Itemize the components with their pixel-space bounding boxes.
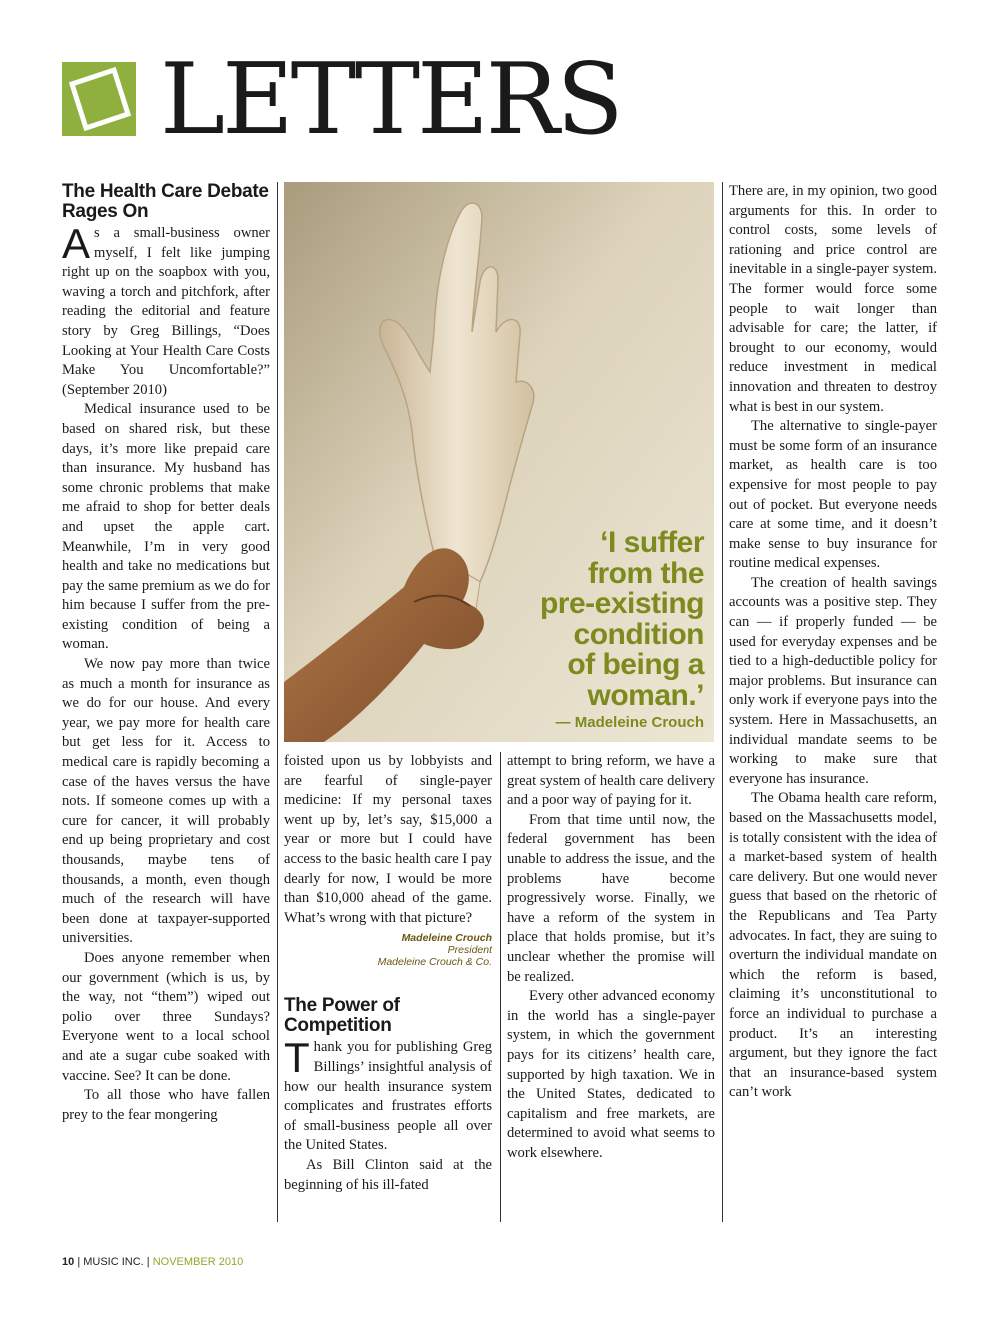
magazine-name: MUSIC INC. (83, 1256, 144, 1268)
column-1 (62, 182, 270, 1125)
column-divider (500, 752, 501, 1222)
issue-date: NOVEMBER 2010 (152, 1256, 244, 1268)
column-divider (722, 182, 723, 1222)
pull-quote: ‘I suffer from the pre-existing condition of being a woman.’ (539, 526, 704, 712)
letter-2-paragraph-6: There are, in my opinion, two good arguments for this. In order to control costs, some levels of rationing and price control are inevitable in a single-payer system. The former would force some people to wait longer than advisable for care; the latter, if brought to our economy, would reduce investment in medical innovation and threaten to destroy what is best in our system. (729, 183, 937, 415)
letter-1-paragraph-1: As a small-business owner myself, I felt like jumping right up on the soapbox with you, waving a torch and pitchfork, after reading the editorial and feature story by Greg Billings, “Does Looking at Your Health Care Costs Make You Uncomfortable?” (September 2010) (62, 220, 270, 398)
letter-1-paragraph-4: Does anyone remember when our government (which is us, by the way, not “them”) wiped out polio over three Sundays? Everyone went to a local school and ate a sugar cube soaked with vaccine. See? It can be done. (62, 949, 270, 1084)
glove-photo (284, 182, 714, 742)
letter-2-paragraph-2: As Bill Clinton said at the beginning of his ill-fated (284, 1156, 492, 1193)
letter-1-paragraph-3: We now pay more than twice as much a month for insurance as we do for our house. And every year, we pay more for health care but get less for it. Access to medical care is rapidly becoming a case of the haves versus the have nots. If someone comes up with a cure for cancer, it will probably end up being proprietary and cost thousands, maybe tens of thousands, a month, even though much of the research will have been done at taxpayer-supported universities. (62, 656, 270, 947)
page-title: LETTERS (160, 43, 621, 157)
letter-2-paragraph-9: The Obama health care reform, based on the Massachusetts model, is totally consistent with the idea of a market-based system of health care delivery. But one would never guess that based on the rhetoric of the Republicans and Tea Party advocates. In fact, they are suing to overturn the individual mandate on which the reform is based, claiming it’s unconstitutional to force an individual to purchase a product. It’s an interesting argument, but they ignore the fact that an insurance-based system can’t work (729, 790, 937, 1101)
letter-1-paragraph-6: foisted upon us by lobbyists and are fearful of single-payer medicine: If my personal taxes went up by, let’s say, $15,000 a year or more but I could have access to the basic health care I pay dearly for now, I would be more than $10,000 ahead of the game. What’s wrong with that picture? (284, 753, 492, 926)
letter-2-paragraph-7: The alternative to single-payer must be some form of an insurance market, as health care is too expensive for most people to pay out of pocket. But everyone needs care at some time, and it doesn’t make sense to buy insurance for routine medical expenses. (729, 418, 937, 572)
drop-cap: A (62, 220, 91, 267)
column-divider (277, 182, 278, 1222)
signature-company: Madeleine Crouch & Co. (377, 956, 492, 969)
column-2 (284, 752, 492, 1195)
letter-2-paragraph-4: From that time until now, the federal government has been unable to address the issue, and the problems have become progressively worse. Finally, we have a reform of the system in place that holds promise, but it’s unclear whether the promise will be realized. (507, 811, 715, 985)
letter-2-paragraph-5: Every other advanced economy in the world has a single-payer system, in which the government pays for its citizens’ health care, supported by high taxation. We in the United States, dedicated to capitalism and free markets, are determined to avoid what seems to work elsewhere. (507, 988, 715, 1161)
pull-quote-attribution: — Madeleine Crouch (555, 714, 704, 731)
letter-1-headline: The Health Care Debate Rages On (62, 181, 269, 222)
page-number: 10 (62, 1256, 75, 1268)
footer-separator: | (77, 1256, 81, 1268)
signature-name: Madeleine Crouch (401, 932, 492, 945)
letter-2-paragraph-1: Thank you for publishing Greg Billings’ insightful analysis of how our health insurance system complicates and frustrates efforts of small-business people all over the United States. (284, 1034, 492, 1154)
letter-2-paragraph-8: The creation of health savings accounts was a positive step. They can — if properly funded — be used for everyday expenses and be tied to a high-deductible policy for major problems. But insurance can only work if everyone pays into the system. Here in Massachusetts, an individual mandate seems to be working to make sure that everyone has insurance. (729, 574, 937, 787)
column-4 (729, 182, 937, 1103)
letters-logo-icon (62, 62, 136, 136)
column-3 (507, 752, 715, 1163)
letter-1-signature (284, 932, 492, 968)
drop-cap: T (284, 1034, 310, 1082)
letter-1-paragraph-5: To all those who have fallen prey to the fear mongering (62, 1087, 270, 1123)
letter-2-paragraph-3: attempt to bring reform, we have a great system of health care delivery and a poor way of paying for it. (507, 753, 715, 809)
letter-1-paragraph-2: Medical insurance used to be based on shared risk, but these days, it’s more like prepaid care than insurance. My husband has some chronic problems that make me afraid to shop for better deals and upset the apple cart. Meanwhile, I’m in very good health and take no medications but pay the same premium as we do for him because I suffer from the pre-existing condition of being a woman. (62, 401, 270, 653)
letter-2-headline: The Power of Competition (284, 995, 400, 1037)
signature-title: President (447, 944, 492, 957)
footer-separator: | (146, 1256, 150, 1268)
page-footer (62, 1256, 243, 1268)
